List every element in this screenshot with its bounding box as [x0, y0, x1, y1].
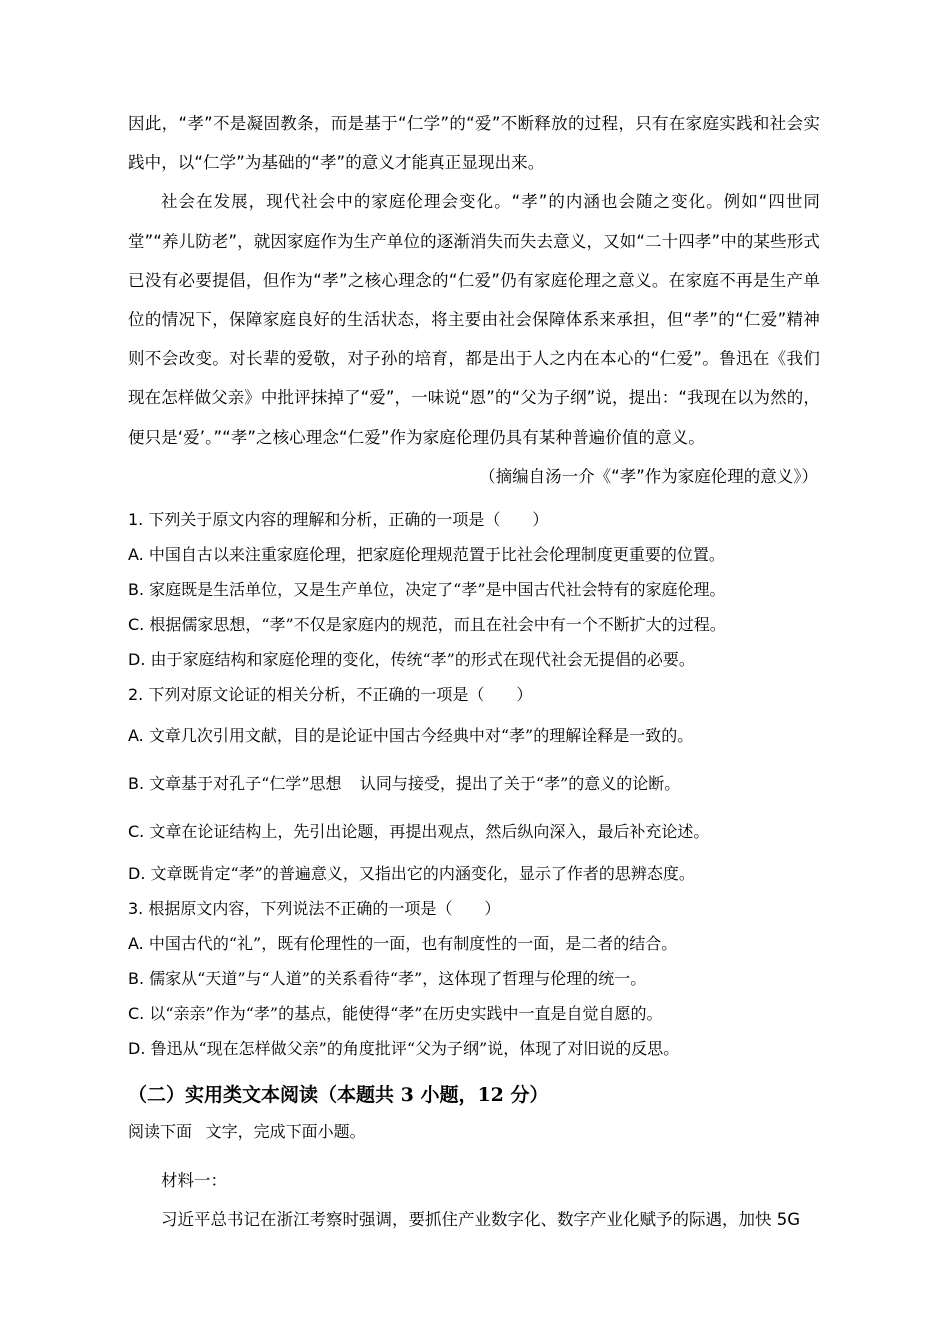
question-1-option-c[interactable] [128, 607, 820, 642]
instruction-after-gap: 文字，完成下面小题。 [205, 1122, 366, 1142]
option-label: D. [128, 650, 146, 670]
option-label: C. [128, 822, 145, 842]
question-2-stem [128, 677, 820, 712]
option-text: 文章几次引用文献，目的是论证中国古今经典中对“孝”的理解诠释是一致的。 [148, 726, 694, 746]
option-text: 儒家从“天道”与“人道”的关系看待“孝”，这体现了哲理与伦理的统一。 [149, 969, 647, 989]
question-3-stem-text: 根据原文内容，下列说法不正确的一项是（ ） [148, 899, 501, 919]
question-3-option-d[interactable] [128, 1031, 820, 1066]
option-text: 文章在论证结构上，先引出论题，再提出观点，然后纵向深入，最后补充论述。 [149, 822, 710, 842]
section-two-instruction [128, 1114, 820, 1149]
option-text: 家庭既是生活单位，又是生产单位，决定了“孝”是中国古代社会特有的家庭伦理。 [149, 580, 726, 600]
question-2-option-a[interactable] [128, 712, 820, 760]
option-text-after-gap: 认同与接受，提出了关于“孝”的意义的论断。 [359, 774, 681, 794]
option-label: D. [128, 1039, 146, 1059]
spacer [128, 1149, 820, 1161]
question-2-option-c[interactable] [128, 808, 820, 856]
instruction-before-gap: 阅读下面 [128, 1122, 193, 1142]
question-1-stem-text: 下列关于原文内容的理解和分析，正确的一项是（ ） [148, 510, 549, 530]
option-text: 以“亲亲”作为“孝”的基点，能使得“孝”在历史实践中一直是自觉自愿的。 [149, 1004, 663, 1024]
question-3-option-a[interactable] [128, 926, 820, 961]
passage-paragraph-2: 社会在发展，现代社会中的家庭伦理会变化。“孝”的内涵也会随之变化。例如“四世同堂”“养儿防老”，就因家庭作为生产单位的逐渐消失而失去意义，又如“二十四孝”中的某些形式已没有必要提倡，但作为“孝”之核心理念的“仁爱”仍有家庭伦理之意义。在家庭不再是生产单位的情况下，保障家庭良好的生活状态，将主要由社会保障体系来承担，但“孝”的“仁爱”精神则不会改变。对长辈的爱敬，对子孙的培育，都是出于人之内在本心的“仁爱”。鲁迅在《我们现在怎样做父亲》中批评抹掉了“爱”，一味说“恩”的“父为子纲”说，提出：“我现在以为然的，便只是‘爱’。”“孝”之核心理念“仁爱”作为家庭伦理仍具有某种普遍价值的意义。 [128, 192, 820, 447]
option-label: C. [128, 1004, 145, 1024]
option-label: A. [128, 726, 144, 746]
question-3-option-b[interactable] [128, 961, 820, 996]
question-2 [128, 677, 820, 891]
material-one-label: 材料一： [161, 1171, 227, 1191]
option-text: 由于家庭结构和家庭伦理的变化，传统“孝”的形式在现代社会无提倡的必要。 [150, 650, 695, 670]
option-label: B. [128, 580, 145, 600]
question-3-number: 3. [128, 899, 144, 919]
option-label: A. [128, 934, 144, 954]
question-1-option-b[interactable] [128, 572, 820, 607]
option-text: 中国自古以来注重家庭伦理，把家庭伦理规范置于比社会伦理制度更重要的位置。 [148, 545, 725, 565]
option-label: C. [128, 615, 145, 635]
material-one-text: 习近平总书记在浙江考察时强调，要抓住产业数字化、数字产业化赋予的际遇，加快 5G [161, 1210, 801, 1230]
option-label: D. [128, 864, 146, 884]
option-text: 中国古代的“礼”，既有伦理性的一面，也有制度性的一面，是二者的结合。 [148, 934, 678, 954]
question-2-option-d[interactable] [128, 856, 820, 891]
question-2-option-b[interactable] [128, 760, 820, 808]
question-2-number: 2. [128, 685, 144, 705]
question-1-stem [128, 502, 820, 537]
question-1-option-a[interactable] [128, 537, 820, 572]
option-text-before-gap: 文章基于对孔子“仁学”思想 [149, 774, 342, 794]
option-label: B. [128, 774, 145, 794]
question-1-number: 1. [128, 510, 144, 530]
option-text: 文章既肯定“孝”的普遍意义，又指出它的内涵变化，显示了作者的思辨态度。 [150, 864, 695, 884]
page-content [128, 104, 820, 1239]
spacer [128, 1066, 820, 1076]
section-two-heading: （二）实用类文本阅读（本题共 3 小题，12 分） [128, 1084, 549, 1107]
question-3-option-c[interactable] [128, 996, 820, 1031]
question-2-stem-text: 下列对原文论证的相关分析，不正确的一项是（ ） [148, 685, 533, 705]
passage-paragraph-1: 因此，“孝”不是凝固教条，而是基于“仁学”的“爱”不断释放的过程，只有在家庭实践和社会实践中，以“仁学”为基础的“孝”的意义才能真正显现出来。 [128, 114, 820, 173]
question-3 [128, 891, 820, 1066]
option-text: 鲁迅从“现在怎样做父亲”的角度批评“父为子纲”说，体现了对旧说的反思。 [150, 1039, 680, 1059]
option-text: 根据儒家思想，“孝”不仅是家庭内的规范，而且在社会中有一个不断扩大的过程。 [149, 615, 726, 635]
question-1-option-d[interactable] [128, 642, 820, 677]
option-label: B. [128, 969, 145, 989]
question-3-stem [128, 891, 820, 926]
option-label: A. [128, 545, 144, 565]
question-1 [128, 502, 820, 677]
passage-attribution: （摘编自汤一介《“孝”作为家庭伦理的意义》） [479, 466, 818, 486]
